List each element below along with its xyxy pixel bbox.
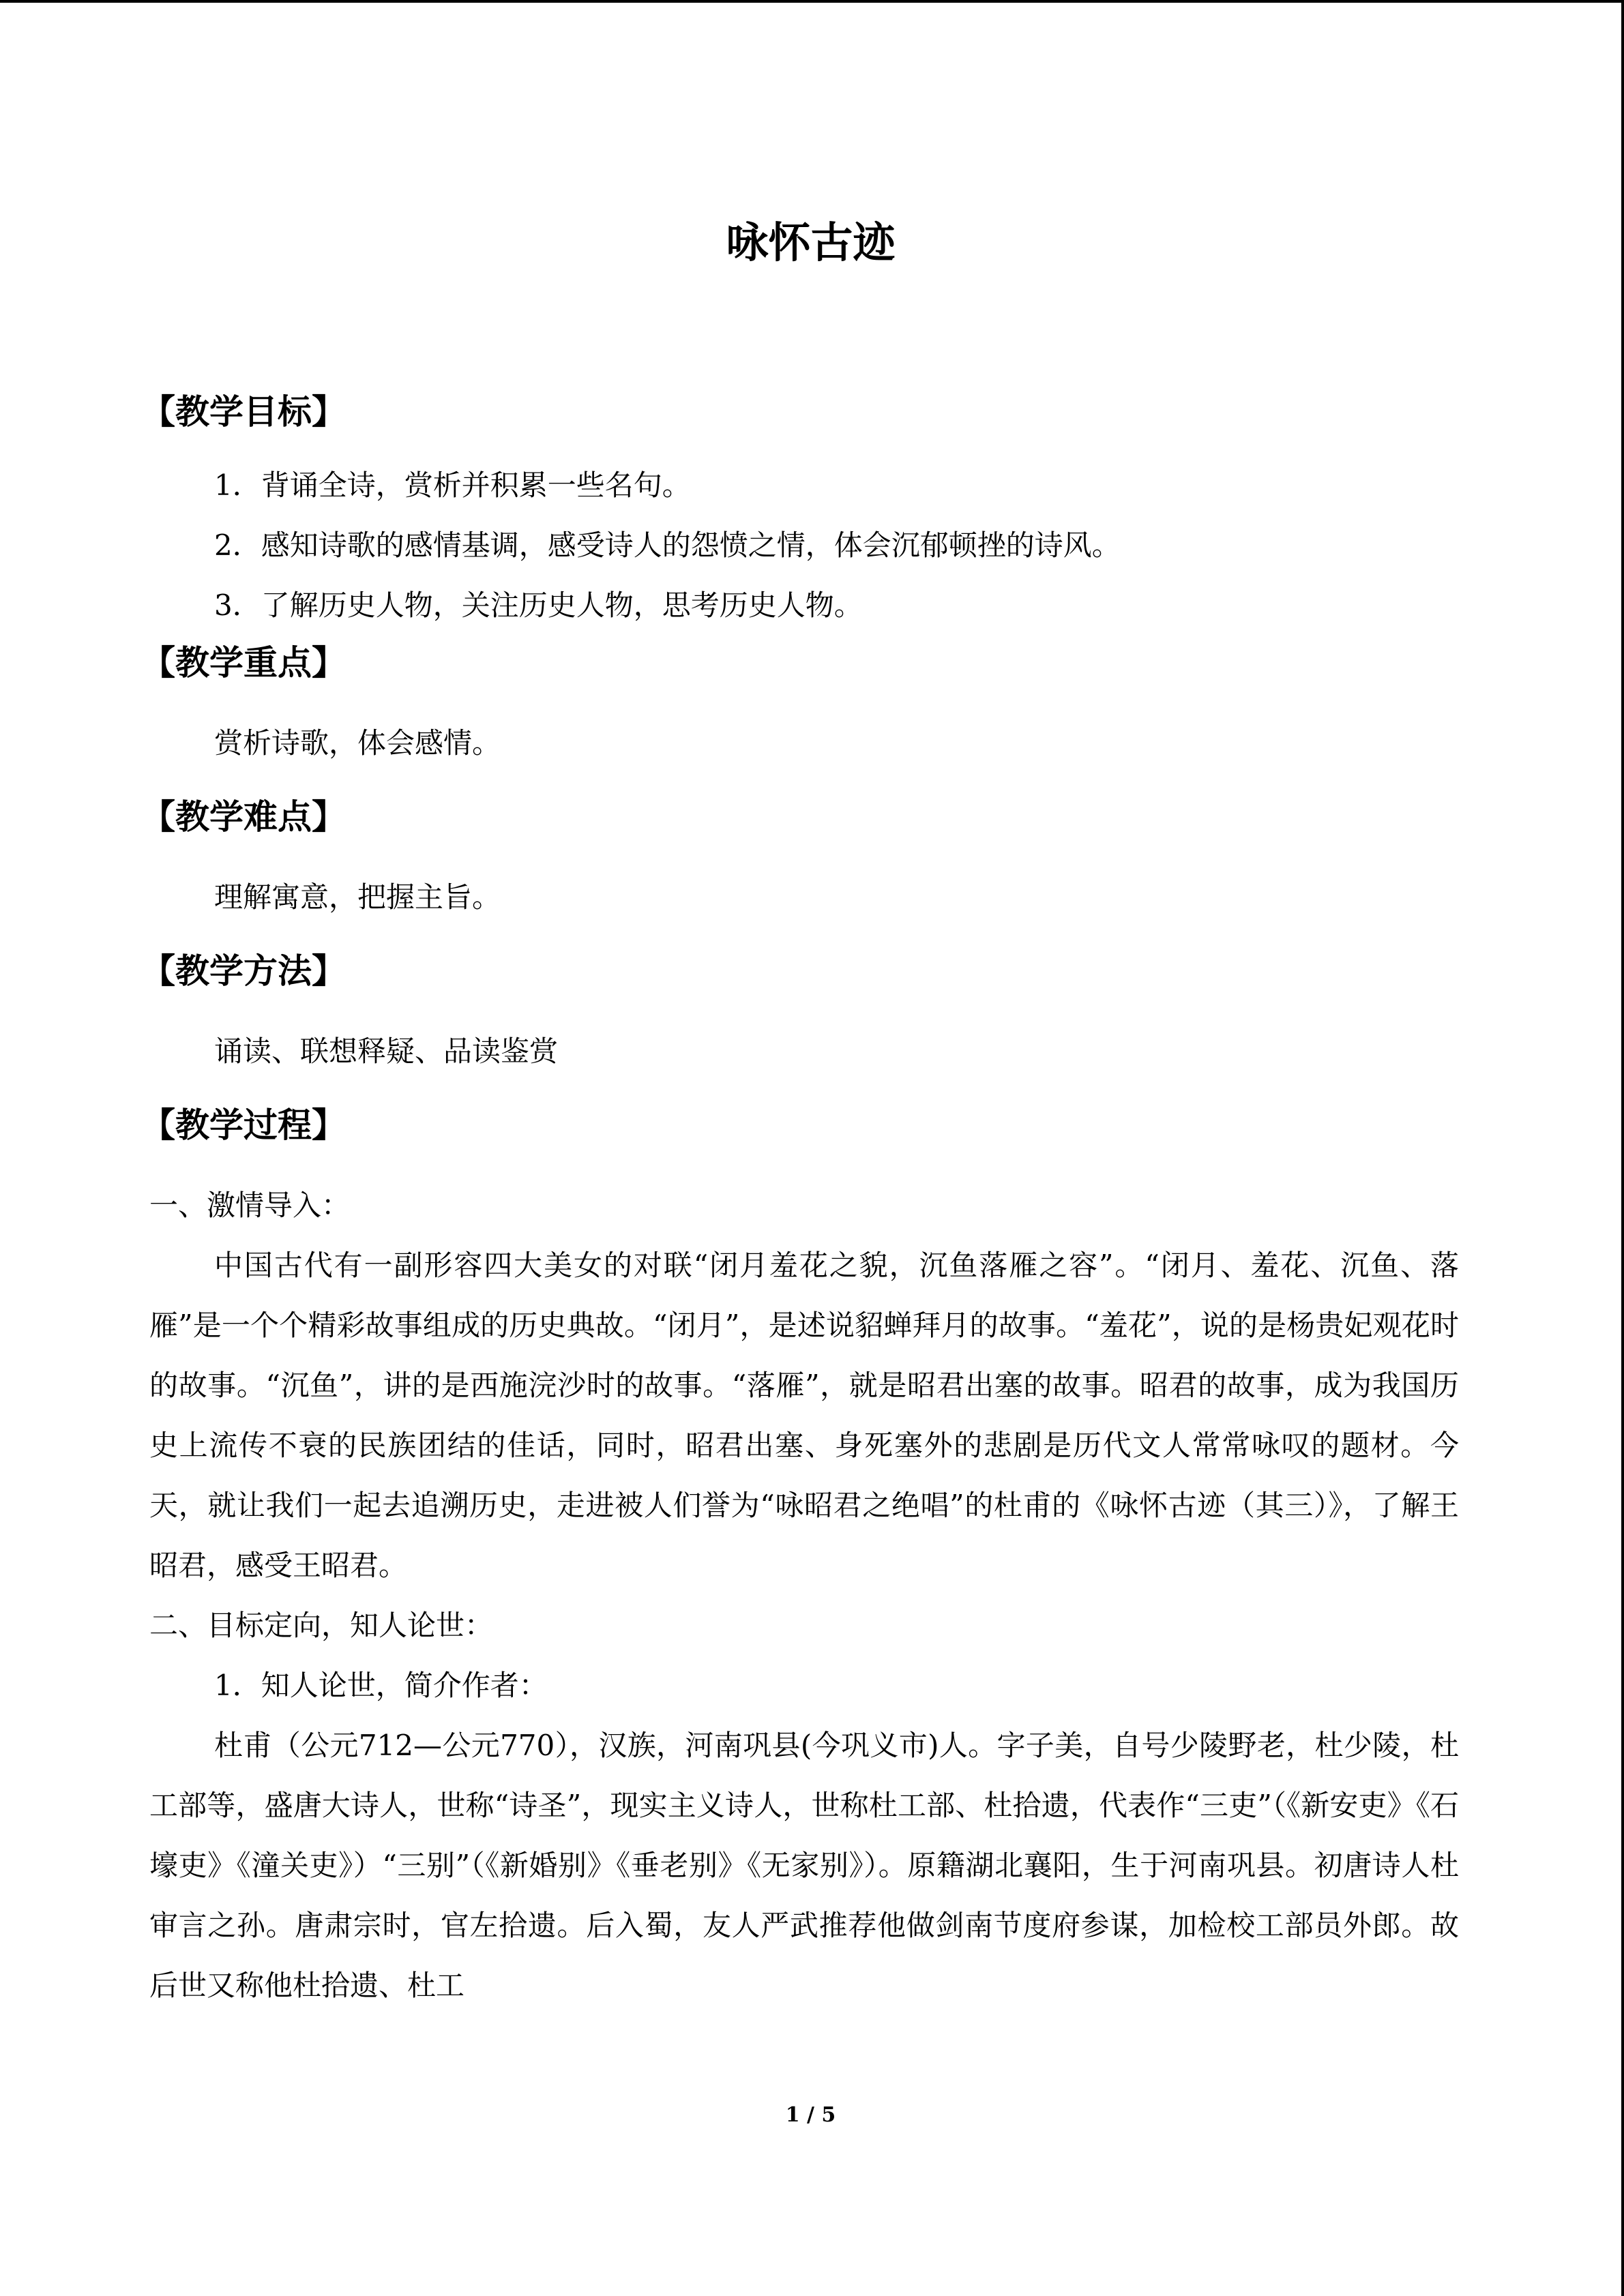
page-number: 1 / 5 [785, 2103, 836, 2127]
process-step-2-title: 二、目标定向，知人论世： [149, 1609, 494, 1642]
methods-text: 诵读、联想释疑、品读鉴赏 [214, 1034, 559, 1068]
page-title: 咏怀古迹 [726, 218, 896, 267]
process-step-1-title: 一、激情导入： [149, 1189, 351, 1222]
key-points-text: 赏析诗歌，体会感情。 [214, 726, 501, 760]
objective-item: 2．感知诗歌的感情基调，感受诗人的怨愤之情，体会沉郁顿挫的诗风。 [214, 528, 1121, 562]
section-heading-key-points: 【教学重点】 [141, 643, 346, 683]
objective-item: 1．背诵全诗，赏析并积累一些名句。 [214, 468, 691, 502]
objective-item: 3．了解历史人物，关注历史人物，思考历史人物。 [214, 588, 863, 622]
process-step-2-subtitle: 1．知人论世，简介作者： [214, 1669, 548, 1702]
document-body [141, 385, 1459, 2016]
process-step-2-paragraph: 杜甫（公元712—公元770），汉族，河南巩县(今巩义市)人。字子美，自号少陵野老，杜少陵，杜工部等，盛唐大诗人，世称“诗圣”，现实主义诗人，世称杜工部、杜拾遗，代表作“三吏”（《新安吏》《石壕吏》《潼关吏》）“三别”（《新婚别》《垂老别》《无家别》）。原籍湖北襄阳，生于河南巩县。初唐诗人杜审言之孙。唐肃宗时，官左拾遗。后入蜀，友人严武推荐他做剑南节度府参谋，加检校工部员外郎。故后世又称他杜拾遗、杜工 [149, 1729, 1459, 2002]
section-heading-difficulties: 【教学难点】 [141, 797, 346, 837]
section-heading-objectives: 【教学目标】 [141, 392, 346, 432]
section-heading-process: 【教学过程】 [141, 1105, 346, 1145]
section-heading-methods: 【教学方法】 [141, 951, 346, 991]
difficulties-text: 理解寓意，把握主旨。 [214, 880, 501, 914]
process-step-1-paragraph: 中国古代有一副形容四大美女的对联“闭月羞花之貌，沉鱼落雁之容”。“闭月、羞花、沉鱼、落雁”是一个个精彩故事组成的历史典故。“闭月”，是述说貂蝉拜月的故事。“羞花”，说的是杨贵妃观花时的故事。“沉鱼”，讲的是西施浣沙时的故事。“落雁”，就是昭君出塞的故事。昭君的故事，成为我国历史上流传不衰的民族团结的佳话，同时，昭君出塞、身死塞外的悲剧是历代文人常常咏叹的题材。今天，就让我们一起去追溯历史，走进被人们誉为“咏昭君之绝唱”的杜甫的《咏怀古迹（其三）》，了解王昭君，感受王昭君。 [149, 1249, 1459, 1582]
